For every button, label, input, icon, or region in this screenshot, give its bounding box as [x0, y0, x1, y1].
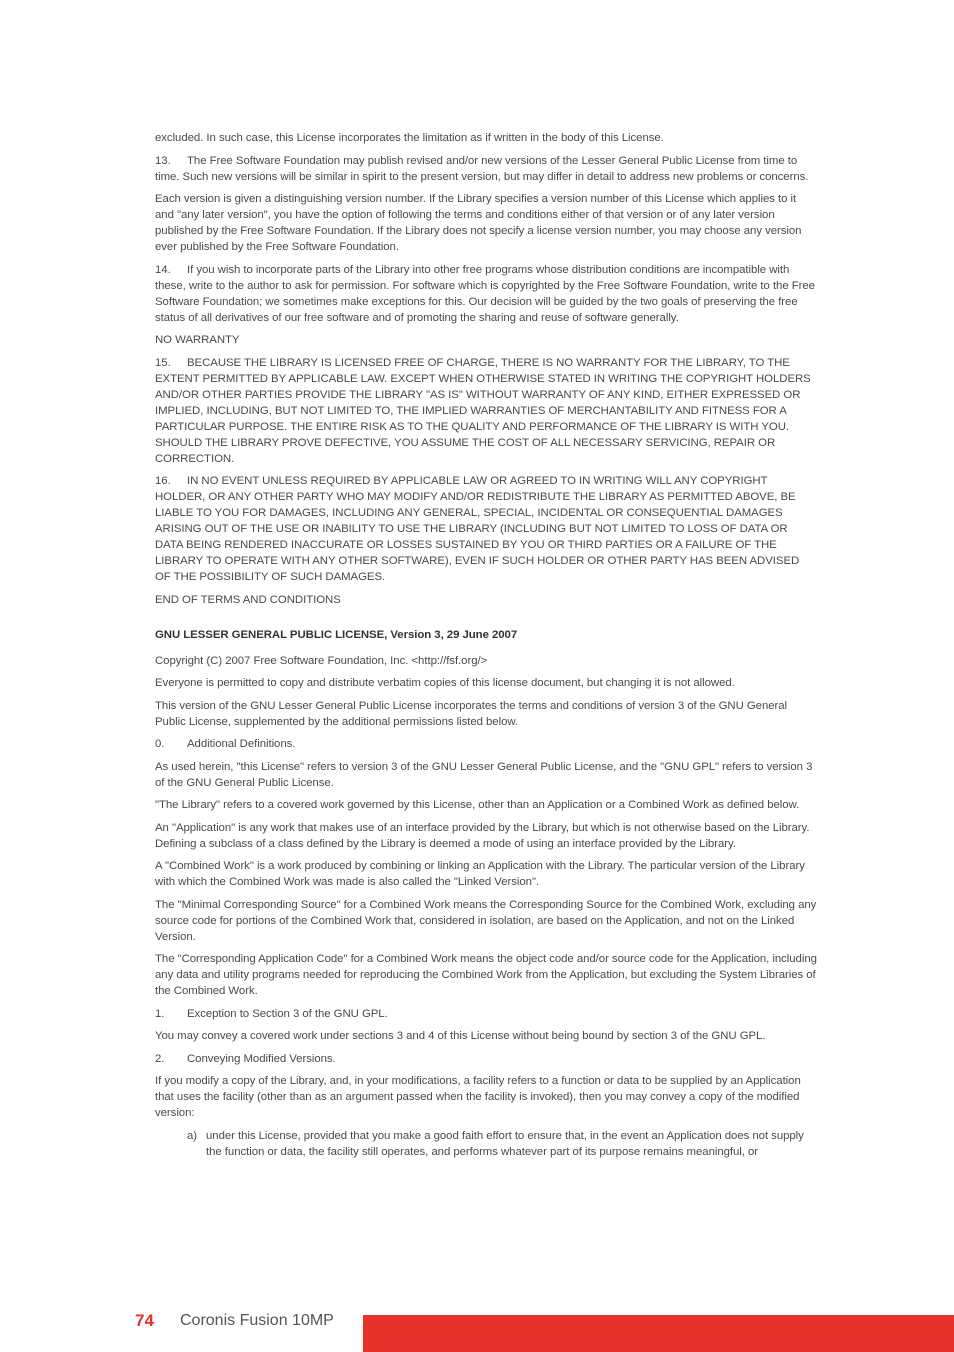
paragraph-as-used: As used herein, "this License" refers to version 3 of the GNU Lesser General Public License, and the "GNU GPL" refers to version 3 of the GNU General Public License.: [155, 760, 813, 789]
section-14: [155, 262, 817, 326]
list-item-a-text: under this License, provided that you make a good faith effort to ensure that, in the event an Application does not supply the function or data, the facility still operates, and performs whatever part of its purpose remains meaningful, or: [206, 1129, 804, 1158]
section-0-title: Additional Definitions.: [187, 738, 296, 750]
section-15-number: 15.: [155, 356, 171, 369]
section-15-text: BECAUSE THE LIBRARY IS LICENSED FREE OF CHARGE, THERE IS NO WARRANTY FOR THE LIBRARY, TO THE EXTENT PERMITTED BY APPLICABLE LAW. EXCEPT WHEN OTHERWISE STATED IN WRITING THE COPYRIGHT HOLDERS AND/OR OTHER PARTIES PROVIDE THE LIBRARY "AS IS" WITHOUT WARRANTY OF ANY KIND, EITHER EXPRESSED OR IMPLIED, INCLUDING, BUT NOT LIMITED TO, THE IMPLIED WARRANTIES OF MERCHANTABILITY AND FITNESS FOR A PARTICULAR PURPOSE. THE ENTIRE RISK AS TO THE QUALITY AND PERFORMANCE OF THE LIBRARY IS WITH YOU. SHOULD THE LIBRARY PROVE DEFECTIVE, YOU ASSUME THE COST OF ALL NECESSARY SERVICING, REPAIR OR CORRECTION.: [155, 356, 811, 465]
paragraph-the-library: "The Library" refers to a covered work governed by this License, other than an Application or a Combined Work as defined below.: [155, 799, 800, 811]
end-of-terms: END OF TERMS AND CONDITIONS: [155, 593, 341, 606]
section-2-title: Conveying Modified Versions.: [187, 1052, 336, 1065]
paragraph-application: An "Application" is any work that makes use of an interface provided by the Library, but which is not otherwise based on the Library. Defining a subclass of a class defined by the Library is deemed a mode of using an interface provided by the Library.: [155, 821, 810, 850]
section-14-number: 14.: [155, 263, 171, 276]
section-15: [155, 355, 817, 467]
paragraph-everyone: Everyone is permitted to copy and distribute verbatim copies of this license document, but changing it is not allowed.: [155, 677, 735, 689]
section-16-text: IN NO EVENT UNLESS REQUIRED BY APPLICABLE LAW OR AGREED TO IN WRITING WILL ANY COPYRIGHT HOLDER, OR ANY OTHER PARTY WHO MAY MODIFY AND/OR REDISTRIBUTE THE LIBRARY AS PERMITTED ABOVE, BE LIABLE TO YOU FOR DAMAGES, INCLUDING ANY GENERAL, SPECIAL, INCIDENTAL OR CONSEQUENTIAL DAMAGES ARISING OUT OF THE USE OR INABILITY TO USE THE LIBRARY (INCLUDING BUT NOT LIMITED TO LOSS OF DATA OR DATA BEING RENDERED INACCURATE OR LOSSES SUSTAINED BY YOU OR THIRD PARTIES OR A FAILURE OF THE LIBRARY TO OPERATE WITH ANY OTHER SOFTWARE), EVEN IF SUCH HOLDER OR OTHER PARTY HAS BEEN ADVISED OF THE POSSIBILITY OF SUCH DAMAGES.: [155, 475, 800, 583]
section-13-number: 13.: [155, 154, 171, 167]
section-2-number: 2.: [155, 1052, 165, 1065]
paragraph-you-may-convey: You may convey a covered work under sections 3 and 4 of this License without being bound by section 3 of the GNU GPL.: [155, 1030, 766, 1042]
section-13: [155, 153, 817, 185]
paragraph-if-you-modify: If you modify a copy of the Library, and, in your modifications, a facility refers to a function or data to be supplied by an Application that uses the facility (other than as an argument passed when the facility is invoked), then you may convey a copy of the modified version:: [155, 1075, 801, 1119]
copyright-line: Copyright (C) 2007 Free Software Foundation, Inc. <http://fsf.org/>: [155, 654, 488, 667]
paragraph-combined-work: A "Combined Work" is a work produced by combining or linking an Application with the Library. The particular version of the Library with which the Combined Work was made is also called the "Linked Version".: [155, 860, 805, 888]
section-0-number: 0.: [155, 738, 165, 750]
paragraph-this-version: This version of the GNU Lesser General Public License incorporates the terms and conditions of version 3 of the GNU General Public License, supplemented by the additional permissions listed below.: [155, 699, 788, 728]
paragraph-excluded: excluded. In such case, this License incorporates the limitation as if written in the body of this License.: [155, 132, 664, 144]
section-13-text: The Free Software Foundation may publish revised and/or new versions of the Lesser General Public License from time to time. Such new versions will be similar in spirit to the present version, but may differ in detail to address new problems or concerns.: [155, 154, 809, 183]
section-16-number: 16.: [155, 475, 171, 487]
section-1-title: Exception to Section 3 of the GNU GPL.: [187, 1007, 388, 1020]
section-1: [155, 1006, 817, 1022]
paragraph-app-code: The "Corresponding Application Code" for a Combined Work means the object code and/or source code for the Application, including any data and utility programs needed for reproducing the Combined Work from the Application, but excluding the System Libraries of the Combined Work.: [155, 953, 817, 997]
section-14-text: If you wish to incorporate parts of the Library into other free programs whose distribution conditions are incompatible with these, write to the author to ask for permission. For software which is copyrighted by the Free Software Foundation, write to the Free Software Foundation; we sometimes make exceptions for this. Our decision will be guided by the two goals of preserving the free status of all derivatives of our free software and of promoting the sharing and reuse of software generally.: [155, 263, 815, 324]
lgpl-heading: GNU LESSER GENERAL PUBLIC LICENSE, Version 3, 29 June 2007: [155, 628, 518, 641]
footer-accent-bar: [363, 1315, 954, 1352]
page-number: 74: [135, 1311, 154, 1330]
list-item-a-marker: a): [187, 1129, 198, 1142]
list-item-a: [155, 1128, 817, 1160]
section-2: [155, 1051, 817, 1067]
section-0: [155, 736, 817, 752]
paragraph-each-version: Each version is given a distinguishing version number. If the Library specifies a version number of this License which applies to it and "any later version", you have the option of following the terms and conditions either of that version or of any later version published by the Free Software Foundation. If the Library does not specify a license version number, you may choose any version ever published by the Free Software Foundation.: [155, 193, 802, 253]
paragraph-minimal-source: The "Minimal Corresponding Source" for a Combined Work means the Corresponding Source for the Combined Work, excluding any source code for portions of the Combined Work that, considered in isolation, are based on the Application, and not on the Linked Version.: [155, 898, 817, 943]
no-warranty-heading: NO WARRANTY: [155, 334, 240, 346]
page-footer: [0, 1310, 954, 1352]
page-body: [155, 130, 817, 1166]
product-name: Coronis Fusion 10MP: [180, 1312, 334, 1329]
section-16: [155, 473, 817, 585]
section-1-number: 1.: [155, 1007, 165, 1020]
